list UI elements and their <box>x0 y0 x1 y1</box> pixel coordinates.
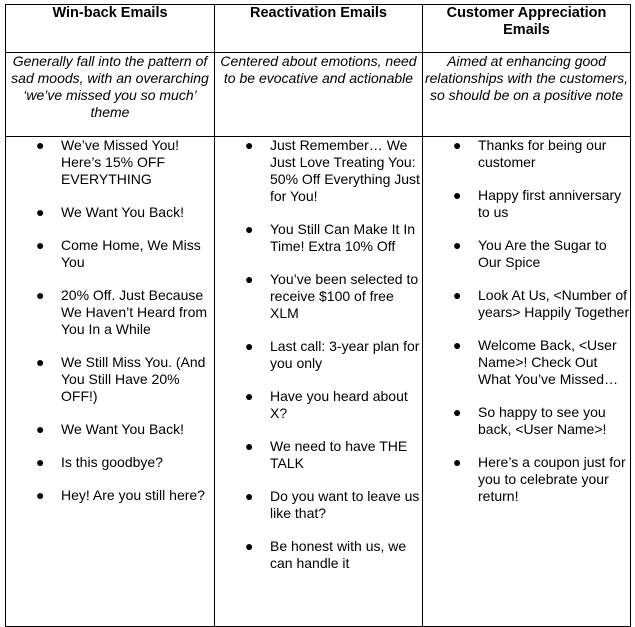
header-customer-appreciation: Customer Appreciation Emails <box>423 5 631 53</box>
list-item <box>215 488 422 522</box>
list-item-text: Look At Us, <Number of years> Happily Together <box>478 287 630 320</box>
list-item <box>423 237 630 271</box>
list-item <box>215 388 422 422</box>
bullet-icon: ● <box>453 237 462 253</box>
list-item <box>6 287 214 338</box>
list-item-text: Hey! Are you still here? <box>61 487 205 503</box>
list-item-text: Just Remember… We Just Love Treating You: 50% Off Everything Just for You! <box>270 137 420 204</box>
list-item <box>6 454 214 471</box>
list-item-text: Here’s a coupon just for you to celebrate your return! <box>478 454 626 504</box>
list-item-text: You’ve been selected to receive $100 of free XLM <box>270 271 419 321</box>
list-item <box>215 438 422 472</box>
examples-row <box>6 137 631 627</box>
list-item-text: Thanks for being our customer <box>478 137 607 170</box>
bullet-icon: ● <box>245 388 254 404</box>
list-item <box>6 237 214 271</box>
customer-appreciation-list <box>423 137 630 505</box>
bullet-icon: ● <box>245 271 254 287</box>
list-item-text: Be honest with us, we can handle it <box>270 538 407 571</box>
bullet-icon: ● <box>245 137 254 153</box>
list-item-text: Last call: 3-year plan for you only <box>270 338 420 371</box>
list-item-text: So happy to see you back, <User Name>! <box>478 404 607 437</box>
examples-customer-appreciation <box>423 137 631 627</box>
bullet-icon: ● <box>36 287 45 303</box>
header-row <box>6 5 631 53</box>
list-item-text: Welcome Back, <User Name>! Check Out What You’ve Missed… <box>478 337 619 387</box>
bullet-icon: ● <box>453 137 462 153</box>
examples-win-back <box>6 137 215 627</box>
bullet-icon: ● <box>453 337 462 353</box>
bullet-icon: ● <box>36 421 45 437</box>
header-win-back: Win-back Emails <box>6 5 215 53</box>
bullet-icon: ● <box>245 538 254 554</box>
list-item-text: Happy first anniversary to us <box>478 187 622 220</box>
list-item <box>215 271 422 322</box>
list-item-text: You Still Can Make It In Time! Extra 10% Off <box>270 221 416 254</box>
list-item-text: We Want You Back! <box>61 421 184 437</box>
bullet-icon: ● <box>36 487 45 503</box>
description-row <box>6 53 631 137</box>
list-item-text: We Want You Back! <box>61 204 184 220</box>
list-item <box>423 454 630 505</box>
list-item-text: We need to have THE TALK <box>270 438 408 471</box>
list-item-text: 20% Off. Just Because We Haven’t Heard from You In a While <box>61 287 208 337</box>
bullet-icon: ● <box>453 404 462 420</box>
list-item-text: Is this goodbye? <box>61 454 163 470</box>
bullet-icon: ● <box>453 187 462 203</box>
bullet-icon: ● <box>245 438 254 454</box>
description-reactivation: Centered about emotions, need to be evocative and actionable <box>215 53 423 137</box>
list-item <box>423 187 630 221</box>
email-types-table <box>5 4 631 627</box>
list-item <box>423 337 630 388</box>
list-item <box>6 421 214 438</box>
list-item <box>423 287 630 321</box>
bullet-icon: ● <box>36 237 45 253</box>
list-item <box>6 137 214 188</box>
list-item <box>215 137 422 205</box>
bullet-icon: ● <box>245 488 254 504</box>
description-customer-appreciation: Aimed at enhancing good relationships with the customers, so should be on a positive note <box>423 53 631 137</box>
list-item-text: Have you heard about X? <box>270 388 408 421</box>
bullet-icon: ● <box>36 204 45 220</box>
list-item-text: We’ve Missed You! Here’s 15% OFF EVERYTHING <box>61 137 180 187</box>
bullet-icon: ● <box>453 454 462 470</box>
bullet-icon: ● <box>36 454 45 470</box>
list-item-text: Come Home, We Miss You <box>61 237 201 270</box>
bullet-icon: ● <box>453 287 462 303</box>
list-item <box>215 221 422 255</box>
list-item <box>215 338 422 372</box>
bullet-icon: ● <box>245 338 254 354</box>
list-item <box>6 204 214 221</box>
list-item-text: Do you want to leave us like that? <box>270 488 420 521</box>
list-item <box>215 538 422 572</box>
description-win-back: Generally fall into the pattern of sad moods, with an overarching ‘we’ve missed you so much’ theme <box>6 53 215 137</box>
list-item <box>423 404 630 438</box>
list-item <box>423 137 630 171</box>
bullet-icon: ● <box>36 137 45 153</box>
list-item-text: You Are the Sugar to Our Spice <box>478 237 607 270</box>
bullet-icon: ● <box>36 354 45 370</box>
list-item <box>6 487 214 504</box>
header-reactivation: Reactivation Emails <box>215 5 423 53</box>
examples-reactivation <box>215 137 423 627</box>
list-item <box>6 354 214 405</box>
win-back-list <box>6 137 214 504</box>
bullet-icon: ● <box>245 221 254 237</box>
reactivation-list <box>215 137 422 572</box>
list-item-text: We Still Miss You. (And You Still Have 20% OFF!) <box>61 354 206 404</box>
